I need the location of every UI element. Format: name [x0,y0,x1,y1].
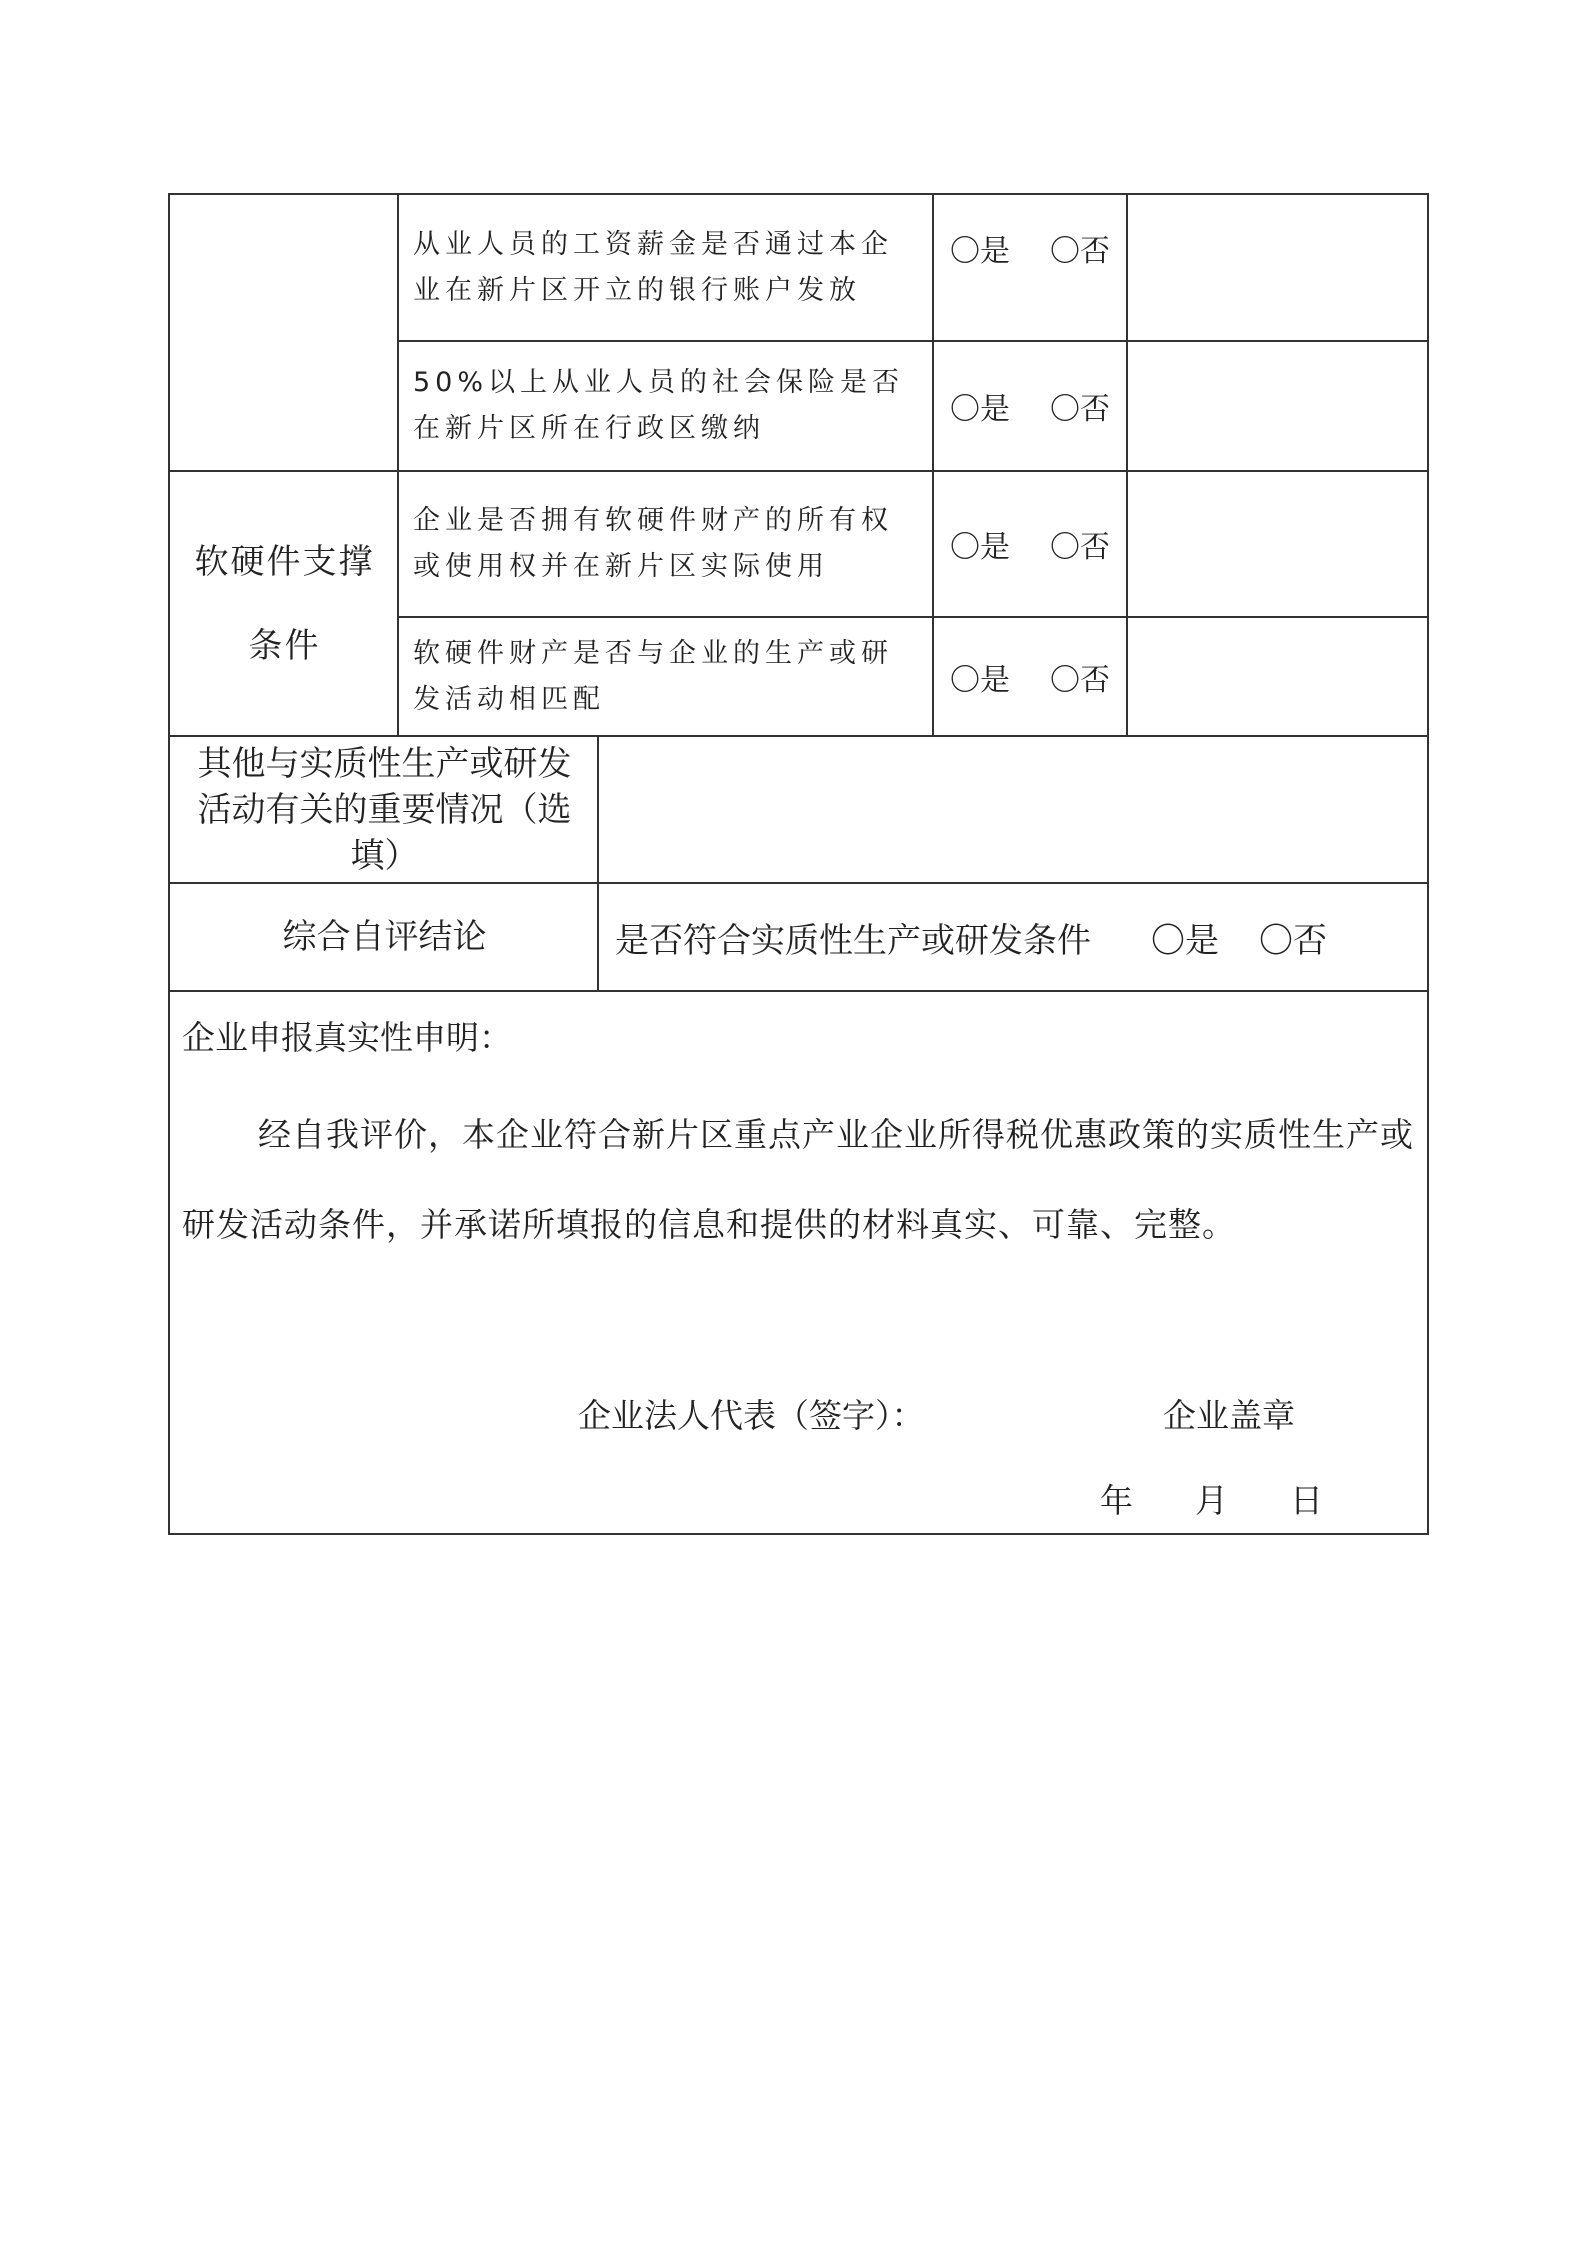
row-divider [170,990,1427,992]
yes-option[interactable]: 〇是 [950,662,1010,698]
yes-option[interactable]: 〇是 [950,233,1010,269]
date-month: 月 [1195,1481,1228,1520]
conclusion-label-text: 综合自评结论 [282,917,487,957]
statement-body: 经自我评价，本企业符合新片区重点产业企业所得税优惠政策的实质性生产或研发活动条件，并承诺所填报的信息和提供的材料真实、可靠、完整。 [182,1115,1414,1244]
self-assessment-form [168,193,1429,1535]
conclusion-cell [615,884,1427,990]
option-cell [934,472,1126,616]
question-cell [399,195,932,340]
category-label-software [182,472,387,735]
option-cell [934,342,1126,470]
question-cell [399,472,932,616]
other-info-text: 其他与实质性生产或研发活动有关的重要情况（选填） [197,743,572,876]
other-info-input[interactable] [599,737,1427,882]
statement-title: 企业申报真实性申明： [182,1018,512,1057]
yes-option[interactable]: 〇是 [950,392,1010,427]
legal-rep-signature-label: 企业法人代表（签字）： [578,1396,925,1435]
no-option[interactable]: 〇否 [1050,530,1110,565]
question-text: 企业是否拥有软硬件财产的所有权或使用权并在新片区实际使用 [413,505,893,582]
column-divider [1126,195,1128,735]
date-day: 日 [1290,1481,1323,1520]
question-text: 软硬件财产是否与企业的生产或研发活动相匹配 [413,637,893,715]
conclusion-question: 是否符合实质性生产或研发条件 [615,920,1091,961]
category-text: 软硬件支撑条件 [194,541,375,666]
question-text: 50%以上从业人员的社会保险是否在新片区所在行政区缴纳 [413,367,905,444]
question-text: 从业人员的工资薪金是否通过本企业在新片区开立的银行账户发放 [413,228,893,306]
question-cell [399,342,932,470]
no-option[interactable]: 〇否 [1050,233,1110,269]
question-cell [399,618,932,735]
option-cell [934,618,1126,735]
conclusion-label [172,884,597,990]
yes-option[interactable]: 〇是 [950,530,1010,565]
conclusion-yes-option[interactable]: 〇是 [1151,920,1219,961]
company-seal-label: 企业盖章 [1163,1396,1295,1435]
conclusion-no-option[interactable]: 〇否 [1259,920,1327,961]
no-option[interactable]: 〇否 [1050,662,1110,698]
no-option[interactable]: 〇否 [1050,392,1110,427]
date-year: 年 [1100,1481,1133,1520]
other-info-label [182,737,587,882]
option-cell [934,195,1126,300]
